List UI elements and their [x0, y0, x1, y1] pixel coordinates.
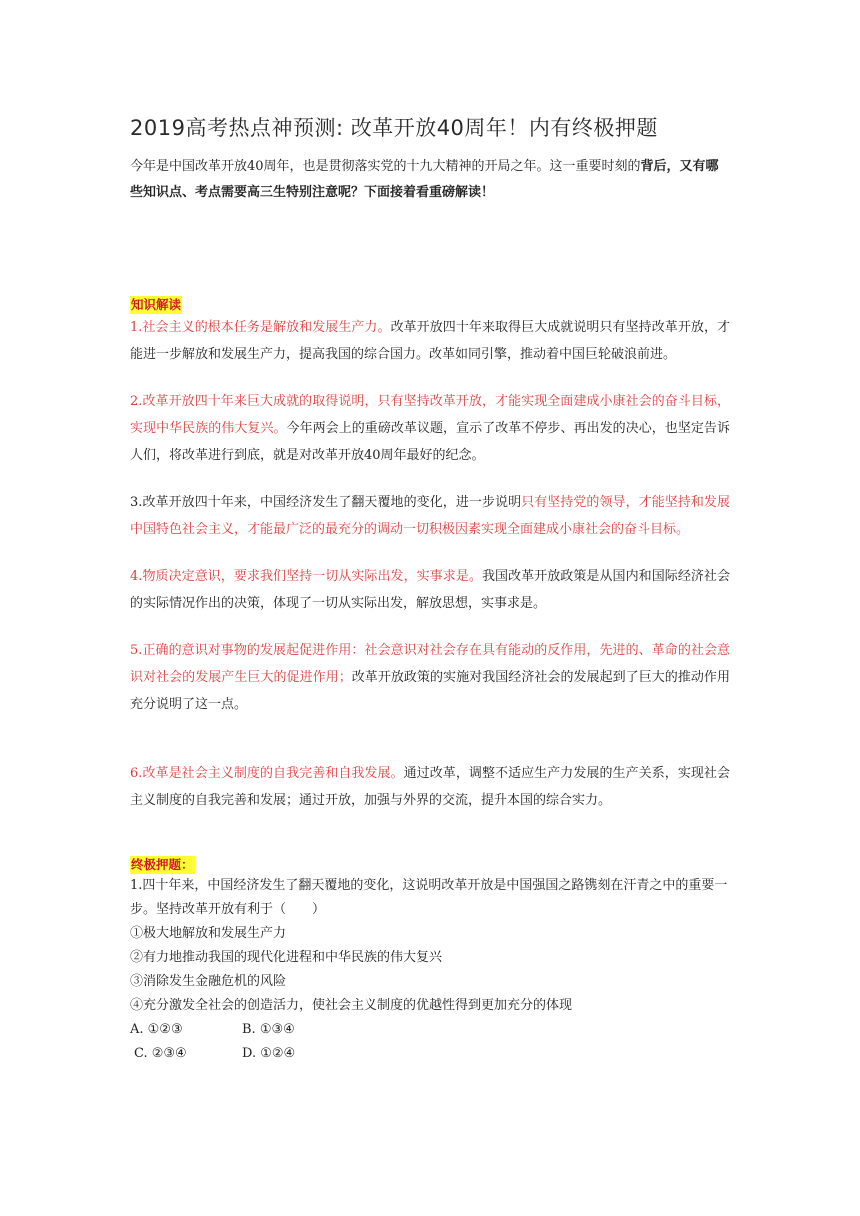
option-d: D. ①②④ [242, 1046, 296, 1061]
point-4-highlight: 4.物质决定意识，要求我们坚持一切从实际出发，实事求是。 [130, 569, 482, 584]
point-4-text: 我国改革开放政策是从国内和国际经济社会的实际情况作出的决策，体现了一切从实际出发，解放思想，实事求是。 [130, 569, 730, 611]
knowledge-point-6 [130, 760, 730, 814]
knowledge-point-2 [130, 388, 730, 469]
quiz-question: 1.四十年来，中国经济发生了翻天覆地的变化，这说明改革开放是中国强国之路镌刻在汗青之中的重要一步。坚持改革开放有利于（ ） [130, 878, 728, 917]
point-5-highlight: 5.正确的意识对事物的发展起促进作用：社会意识对社会存在具有能动的反作用，先进的、革命的社会意识对社会的发展产生巨大的促进作用； [130, 643, 730, 685]
quiz-statement-1: ①极大地解放和发展生产力 [130, 926, 287, 941]
article-intro [130, 154, 730, 206]
point-3-text: 3.改革开放四十年来，中国经济发生了翻天覆地的变化，进一步说明 [130, 495, 522, 510]
quiz-options-row-1 [130, 1018, 730, 1042]
knowledge-point-1 [130, 314, 730, 368]
point-2-highlight: 2.改革开放四十年来巨大成就的取得说明，只有坚持改革开放，才能实现全面建成小康社会的奋斗目标，实现中华民族的伟大复兴。 [130, 394, 730, 436]
quiz-options-row-2 [130, 1042, 730, 1066]
point-2-text: 今年两会上的重磅改革议题，宣示了改革不停步、再出发的决心，也坚定告诉人们，将改革进行到底，就是对改革开放40周年最好的纪念。 [130, 421, 730, 463]
point-1-text: 改革开放四十年来取得巨大成就说明只有坚持改革开放，才能进一步解放和发展生产力，提高我国的综合国力。改革如同引擎，推动着中国巨轮破浪前进。 [130, 320, 730, 362]
point-3-highlight: 只有坚持党的领导，才能坚持和发展中国特色社会主义，才能最广泛的最充分的调动一切积极因素实现全面建成小康社会的奋斗目标。 [130, 495, 730, 537]
knowledge-heading: 知识解读 [131, 297, 182, 312]
point-5-text: 改革开放政策的实施对我国经济社会的发展起到了巨大的推动作用充分说明了这一点。 [130, 670, 730, 712]
knowledge-point-3 [130, 489, 730, 543]
option-a: A. ①②③ [130, 1022, 183, 1037]
article-body [130, 296, 730, 1066]
knowledge-point-5 [130, 637, 730, 718]
option-c: C. ②③④ [134, 1046, 187, 1061]
quiz-statement-3: ③消除发生金融危机的风险 [130, 974, 287, 989]
point-6-highlight: 6.改革是社会主义制度的自我完善和自我发展。 [130, 766, 404, 781]
point-1-highlight: 1.社会主义的根本任务是解放和发展生产力。 [130, 320, 391, 335]
quiz-heading: 终极押题： [131, 857, 194, 872]
knowledge-point-4 [130, 563, 730, 617]
article-title: 2019高考热点神预测: 改革开放40周年！内有终极押题 [130, 116, 658, 140]
point-6-text: 通过改革，调整不适应生产力发展的生产关系，实现社会主义制度的自我完善和发展；通过开放，加强与外界的交流，提升本国的综合实力。 [130, 766, 730, 808]
quiz-statement-4: ④充分激发全社会的创造活力，使社会主义制度的优越性得到更加充分的体现 [130, 998, 573, 1013]
intro-plain-text: 今年是中国改革开放40周年，也是贯彻落实党的十九大精神的开局之年。这一重要时刻的 [130, 159, 641, 174]
option-b: B. ①③④ [242, 1022, 295, 1037]
intro-bold-text: 背后，又有哪些知识点、考点需要高三生特别注意呢？下面接着看重磅解读！ [130, 159, 719, 200]
quiz-statement-2: ②有力地推动我国的现代化进程和中华民族的伟大复兴 [130, 950, 443, 965]
